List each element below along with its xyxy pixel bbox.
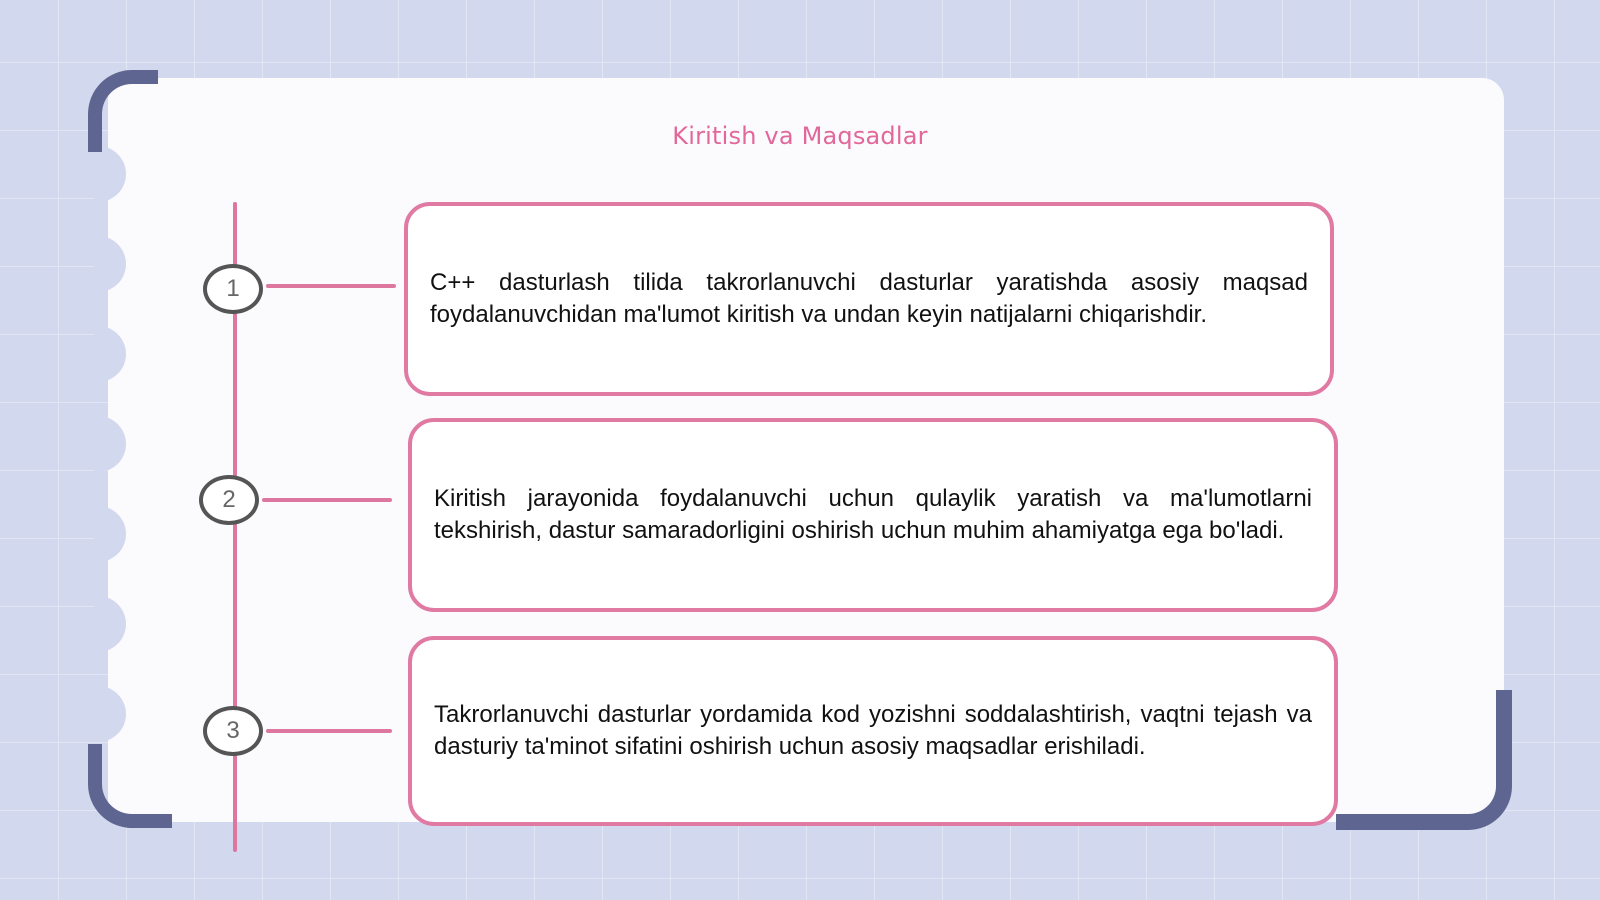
slide-title: Kiritish va Maqsadlar [672,122,928,150]
step-text-3: Takrorlanuvchi dasturlar yordamida kod yozishni soddalashtirish, vaqtni tejash va dasturiy ta'minot sifatini oshirish uchun asosiy maqsadlar erishiladi. [434,701,1312,760]
corner-bracket-bottom-right [1336,690,1512,830]
step-card-2 [408,418,1338,612]
timeline-connector [266,284,396,288]
step-marker-1: 1 [203,264,263,314]
step-card-1 [404,202,1334,396]
timeline-connector [262,498,392,502]
timeline-connector [266,729,392,733]
step-marker-2: 2 [199,475,259,525]
step-text-2: Kiritish jarayonida foydalanuvchi uchun qulaylik yaratish va ma'lumotlarni tekshirish, dastur samaradorligini oshirish uchun muhim ahamiyatga ega bo'ladi. [434,485,1312,544]
step-text-1: C++ dasturlash tilida takrorlanuvchi dasturlar yaratishda asosiy maqsad foydalanuvchidan ma'lumot kiritish va undan keyin natijalarni chiqarishdir. [430,269,1308,328]
step-card-3 [408,636,1338,826]
step-marker-3: 3 [203,706,263,756]
corner-bracket-bottom-left [88,744,172,828]
